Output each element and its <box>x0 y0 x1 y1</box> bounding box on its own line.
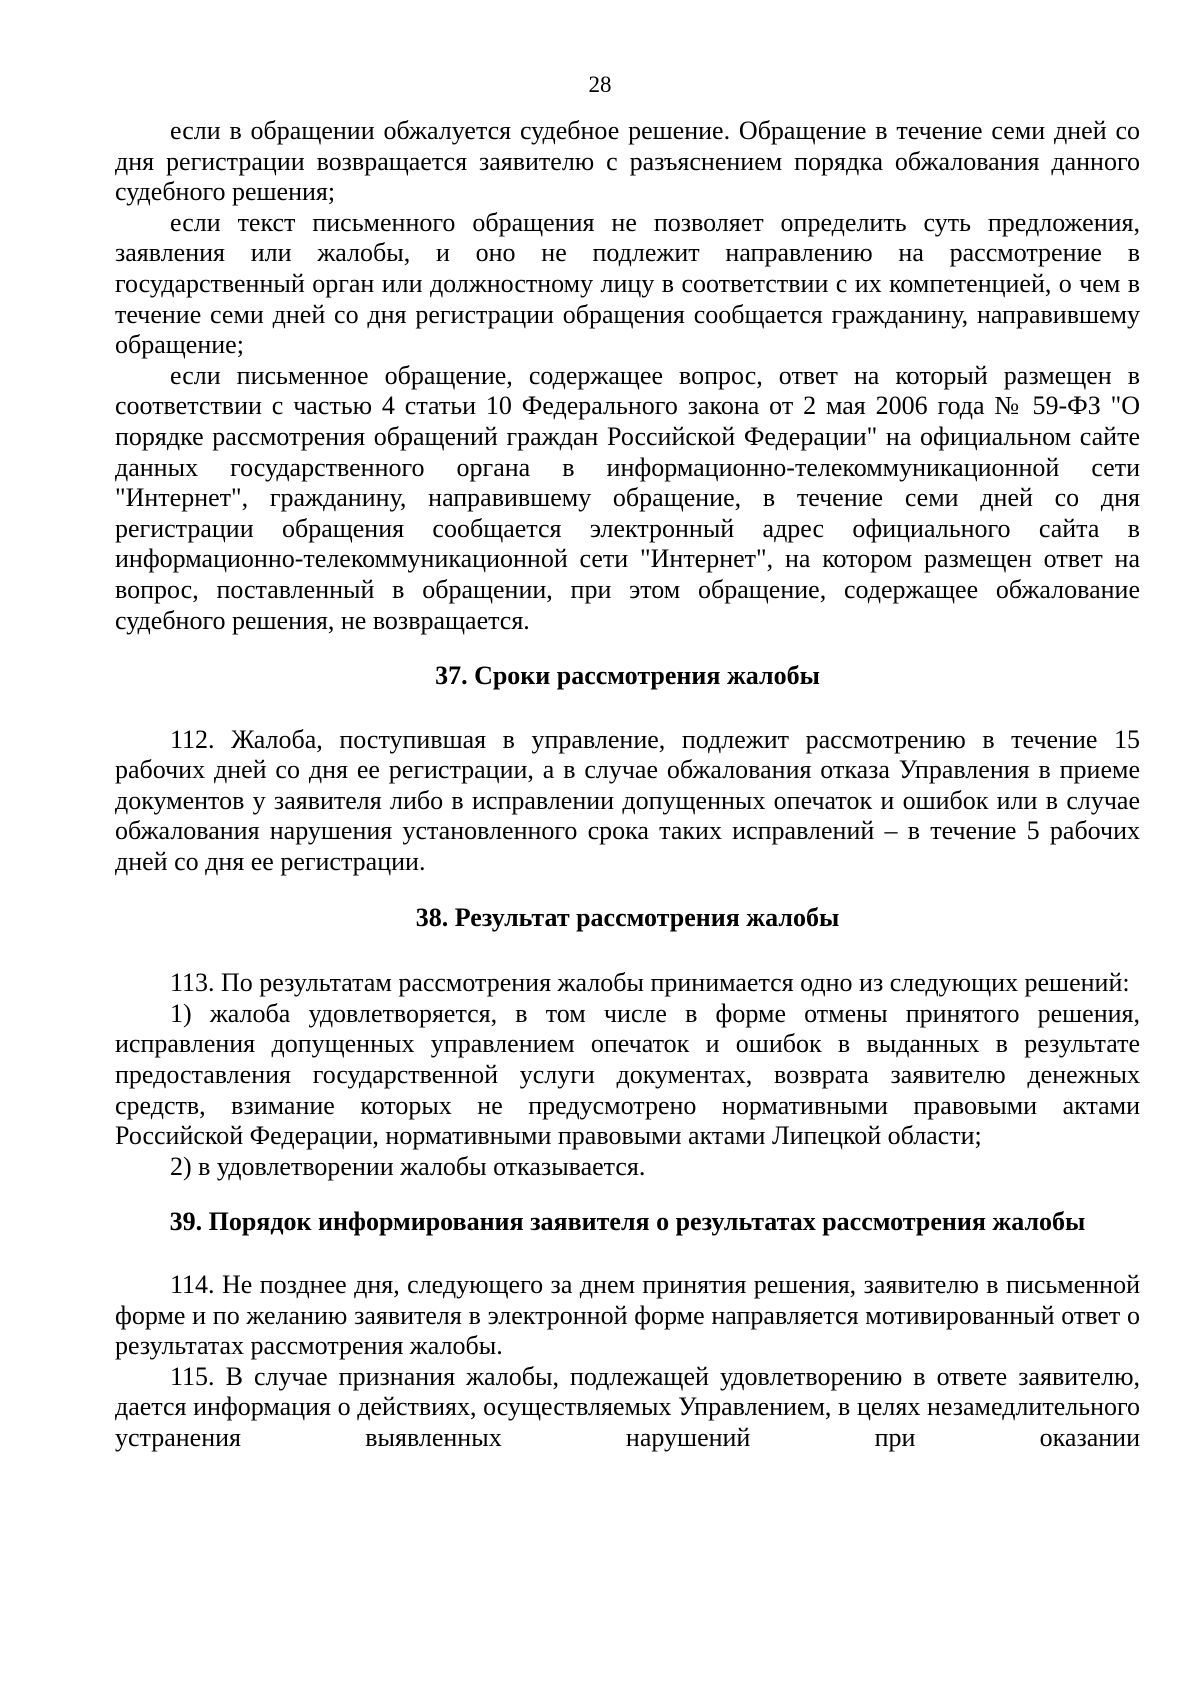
paragraph: если письменное обращение, содержащее вопрос, ответ на который размещен в соответствии с частью 4 статьи 10 Федерального закона от 2 мая 2006 года № 59-ФЗ "О порядке рассмотрения обращений граждан Российской Федерации" на официальном сайте данных государственного органа в информационно-телекоммуникационной сети "Интернет", гражданину, направившему обращение, в течение семи дней со дня регистрации обращения сообщается электронный адрес официального сайта в информационно-телекоммуникационной сети "Интернет", на котором размещен ответ на вопрос, поставленный в обращении, при этом обращение, содержащее обжалование судебного решения, не возвращается. <box>115 360 1140 635</box>
spacer <box>115 933 1140 968</box>
section-heading: 38. Результат рассмотрения жалобы <box>415 902 840 932</box>
paragraph: 115. В случае признания жалобы, подлежащей удовлетворению в ответе заявителю, дается информация о действиях, осуществляемых Управлением, в целях незамедлительного устранения выявленных нарушений при оказании <box>115 1361 1140 1452</box>
page-number: 28 <box>588 72 612 97</box>
paragraph: 1) жалоба удовлетворяется, в том числе в форме отмены принятого решения, исправления допущенных управлением опечаток и ошибок в выданных в результате предоставления государственной услуги документах, возврата заявителю денежных средств, взимание которых не предусмотрено нормативными правовыми актами Российской Федерации, нормативными правовыми актами Липецкой области; <box>115 998 1140 1151</box>
spacer <box>115 692 1140 725</box>
spacer <box>115 878 1140 903</box>
paragraph: 113. По результатам рассмотрения жалобы принимается одно из следующих решений: <box>170 968 1130 998</box>
paragraph: 112. Жалоба, поступившая в управление, подлежит рассмотрению в течение 15 рабочих дней со дня ее регистрации, а в случае обжалования отказа Управления в приеме документов у заявителя либо в исправлении допущенных опечаток и ошибок или в случае обжалования нарушения установленного срока таких исправлений – в течение 5 рабочих дней со дня ее регистрации. <box>115 724 1140 877</box>
section-heading: 39. Порядок информирования заявителя о результатах рассмотрения жалобы <box>169 1207 1086 1237</box>
paragraph: 114. Не позднее дня, следующего за днем принятия решения, заявителю в письменной форме и по желанию заявителя в электронной форме направляется мотивированный ответ о результатах рассмотрения жалобы. <box>115 1270 1140 1361</box>
spacer <box>115 1182 1140 1207</box>
spacer <box>115 1238 1140 1270</box>
spacer <box>115 636 1140 661</box>
paragraph: если текст письменного обращения не позволяет определить суть предложения, заявления или жалобы, и оно не подлежит направлению на рассмотрение в государственный орган или должностному лицу в соответствии с их компетенцией, о чем в течение семи дней со дня регистрации обращения сообщается гражданину, направившему обращение; <box>115 207 1140 360</box>
paragraph: если в обращении обжалуется судебное решение. Обращение в течение семи дней со дня регистрации возвращается заявителю с разъяснением порядка обжалования данного судебного решения; <box>115 116 1140 207</box>
document-body <box>115 116 1140 1454</box>
section-heading: 37. Сроки рассмотрения жалобы <box>435 661 820 691</box>
paragraph: 2) в удовлетворении жалобы отказывается. <box>170 1151 646 1181</box>
